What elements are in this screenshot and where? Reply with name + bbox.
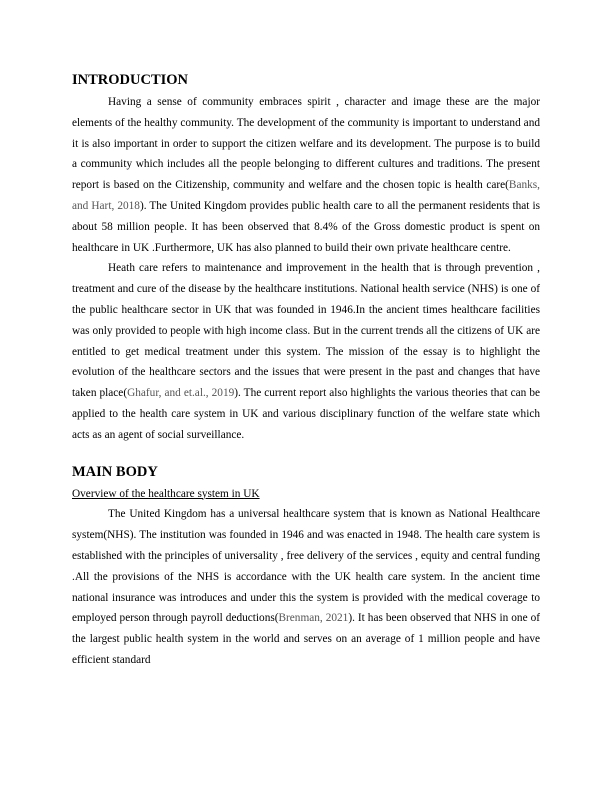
intro-p2-text-before: Heath care refers to maintenance and improvement in the health that is through prevention , treatment and cure of the disease by the healthcare institutions. National health service (NHS) is one of the public healthcare sector in UK that was founded in 1946.In the ancient times healthcare facilities was only provided to people with high income class. But in the current trends all the citizens of UK are entitled to get medical treatment under this system. The mission of the essay is to highlight the evolution of the healthcare sectors and the issues that were present in the past and changes that have taken place(: [72, 262, 540, 400]
introduction-paragraph-1: [72, 92, 540, 258]
intro-p2-text-after: ). The current report also highlights the various theories that can be applied to the health care system in UK and various disciplinary function of the welfare state which acts as an agent of social surveillance.: [72, 387, 540, 441]
main-body-paragraph-1: [72, 504, 540, 670]
main-body-heading: MAIN BODY: [72, 463, 158, 480]
citation-brenman: Brenman, 2021: [278, 612, 349, 625]
citation-banks-hart: Banks, and Hart, 2018: [72, 179, 540, 212]
document-page: [72, 70, 540, 671]
intro-p1-text-after: ). The United Kingdom provides public health care to all the permanent residents that is about 58 million people. It has been observed that 8.4% of the Gross domestic product is spent on healthcare in UK .Furthermore, UK has also planned to build their own private healthcare centre.: [72, 199, 540, 254]
overview-subheading: Overview of the healthcare system in UK: [72, 487, 260, 500]
main-p1-text-before: The United Kingdom has a universal healthcare system that is known as National Healthcare system(NHS). The institution was founded in 1946 and was enacted in 1948. The health care system is established with the principles of universality , free delivery of the services , equity and central funding .All the provisions of the NHS is accordance with the UK health care system. In the ancient time national insurance was introduces and under this the system is provided with the medical coverage to employed person through payroll deductions(: [72, 508, 540, 625]
citation-ghafur: Ghafur, and et.al., 2019: [127, 387, 235, 400]
introduction-paragraph-2: [72, 258, 540, 445]
intro-p1-text-before: Having a sense of community embraces spirit , character and image these are the major elements of the healthy community. The development of the community is important to understand and it is also important in order to support the citizen welfare and its development. The purpose is to build a community which includes all the people belonging to different cultures and traditions. The present report is based on the Citizenship, community and welfare and the chosen topic is health care(: [72, 96, 540, 192]
main-p1-text-after: ). It has been observed that NHS in one of the largest public health system in the world and serves on an average of 1 million people and have efficient standard: [72, 612, 540, 666]
introduction-heading: INTRODUCTION: [72, 72, 189, 88]
